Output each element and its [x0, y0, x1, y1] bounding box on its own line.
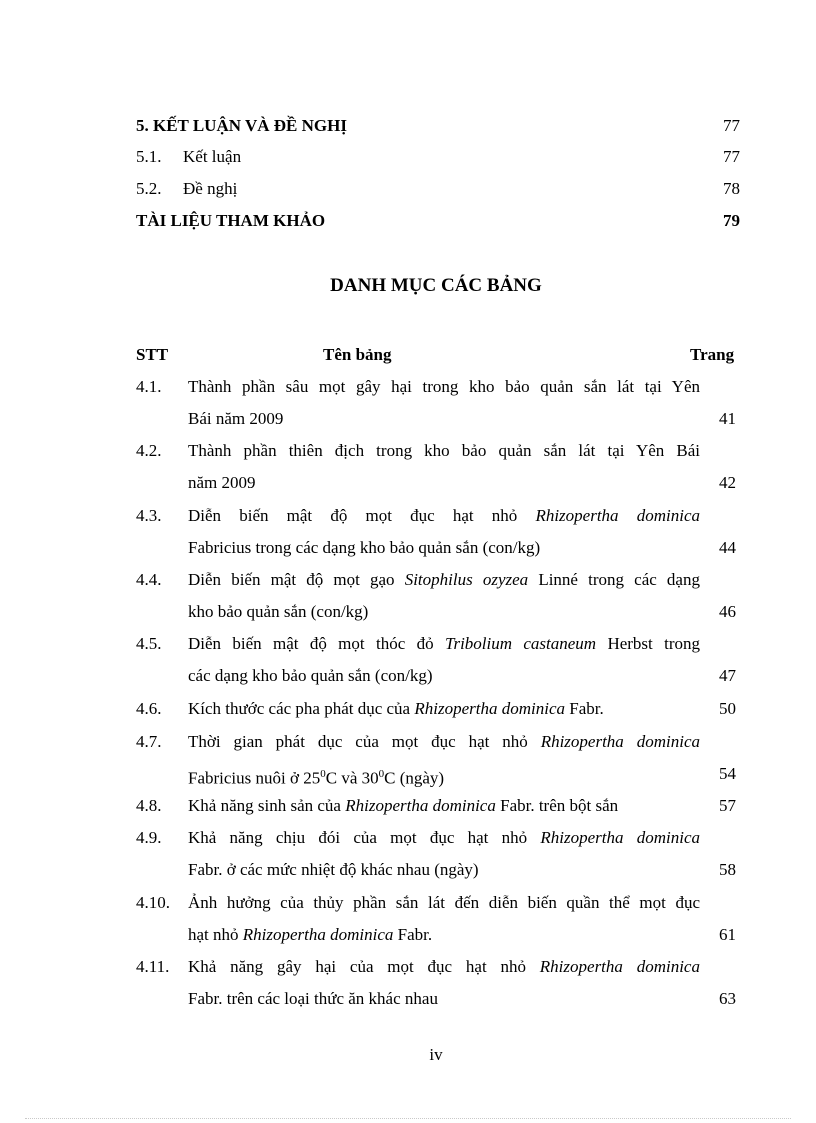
page-edge-divider	[25, 1118, 791, 1119]
toc-row-references	[136, 209, 740, 233]
entry-page: 47	[719, 666, 736, 685]
entry-number: 4.8.	[136, 796, 162, 815]
entry-title-line1: Diễn biến mật độ mọt đục hạt nhỏ Rhizopertha dominica	[188, 506, 700, 525]
entry-page: 42	[719, 473, 736, 492]
entry-page: 50	[719, 699, 736, 718]
entry-number: 4.7.	[136, 732, 162, 751]
entry-page: 54	[719, 764, 736, 783]
entry-title-line2: Fabricius trong các dạng kho bảo quản sắn (con/kg)	[188, 538, 541, 557]
toc-label: 5. KẾT LUẬN VÀ ĐỀ NGHỊ	[136, 116, 347, 135]
entry-page: 58	[719, 860, 736, 879]
entry-title-line1: Khả năng sinh sản của Rhizopertha dominica Fabr. trên bột sắn	[188, 796, 619, 815]
entry-title-line1: Thời gian phát dục của mọt đục hạt nhỏ Rhizopertha dominica	[188, 732, 700, 751]
toc-row-5-1	[136, 145, 740, 169]
entry-title-line2: Fabricius nuôi ở $25^0C$ và $30^0C$ (ngày)	[188, 768, 445, 788]
species-name: Rhizopertha dominica	[242, 925, 394, 944]
species-name: Rhizopertha dominica	[540, 732, 700, 751]
entry-number: 4.11.	[136, 957, 170, 976]
entry-number: 4.10.	[136, 893, 170, 912]
entry-title-line2: các dạng kho bảo quản sắn (con/kg)	[188, 666, 433, 685]
entry-title-line1: Ảnh hưởng của thủy phần sắn lát đến diễn biến quần thể mọt đục	[188, 893, 700, 912]
toc-page: 77	[723, 116, 740, 135]
entry-number: 4.6.	[136, 699, 162, 718]
species-name: Rhizopertha dominica	[539, 957, 700, 976]
entry-page: 41	[719, 409, 736, 428]
entry-number: 4.1.	[136, 377, 162, 396]
species-name: Sitophilus ozyzea	[404, 570, 529, 589]
header-table-name: Tên bảng	[323, 345, 392, 364]
page-number: iv	[429, 1045, 443, 1064]
entry-number: 4.5.	[136, 634, 162, 653]
entry-title-line2: hạt nhỏ Rhizopertha dominica Fabr.	[188, 925, 433, 944]
entry-title-line2: kho bảo quản sắn (con/kg)	[188, 602, 369, 621]
list-of-tables-title: DANH MỤC CÁC BẢNG	[330, 275, 542, 296]
toc-number: 5.2.	[136, 179, 162, 198]
header-stt: STT	[136, 345, 169, 364]
toc-page: 79	[723, 211, 740, 230]
toc-label: Đề nghị	[183, 179, 238, 198]
entry-title-line2: Fabr. ở các mức nhiệt độ khác nhau (ngày)	[188, 860, 479, 879]
entry-page: 44	[719, 538, 736, 557]
entry-number: 4.9.	[136, 828, 162, 847]
entry-title-line2: Bái năm 2009	[188, 409, 284, 428]
toc-page: 78	[723, 179, 740, 198]
species-name: Rhizopertha dominica	[535, 506, 700, 525]
toc-label: TÀI LIỆU THAM KHẢO	[136, 211, 326, 230]
toc-label: Kết luận	[183, 147, 242, 166]
entry-number: 4.4.	[136, 570, 162, 589]
toc-row-5-2	[136, 177, 740, 201]
entry-number: 4.2.	[136, 441, 162, 460]
entry-page: 61	[719, 925, 736, 944]
entry-title-line1: Thành phần sâu mọt gây hại trong kho bảo quản sắn lát tại Yên	[188, 377, 700, 396]
entry-page: 46	[719, 602, 736, 621]
entry-page: 63	[719, 989, 736, 1008]
toc-row-conclusion	[136, 114, 740, 138]
entry-title-line2: năm 2009	[188, 473, 256, 492]
toc-number: 5.1.	[136, 147, 162, 166]
entry-title-line1: Diễn biến mật độ mọt gạo Sitophilus ozyzea Linné trong các dạng	[188, 570, 700, 589]
entry-number: 4.3.	[136, 506, 162, 525]
entry-title-line1: Khả năng gây hại của mọt đục hạt nhỏ Rhizopertha dominica	[188, 957, 700, 976]
entry-title-line2: Fabr. trên các loại thức ăn khác nhau	[188, 989, 438, 1008]
entry-page: 57	[719, 796, 736, 815]
species-name: Rhizopertha dominica	[414, 699, 565, 718]
species-name: Rhizopertha dominica	[345, 796, 496, 815]
species-name: Rhizopertha dominica	[540, 828, 700, 847]
entry-title-line1: Khả năng chịu đói của mọt đục hạt nhỏ Rhizopertha dominica	[188, 828, 700, 847]
toc-page: 77	[723, 147, 740, 166]
species-name: Tribolium castaneum	[444, 634, 597, 653]
header-page: Trang	[690, 345, 735, 364]
entry-title-line1: Diễn biến mật độ mọt thóc đỏ Tribolium castaneum Herbst trong	[188, 634, 700, 653]
entry-title-line1: Thành phần thiên địch trong kho bảo quản sắn lát tại Yên Bái	[188, 441, 700, 460]
entry-title-line1: Kích thước các pha phát dục của Rhizopertha dominica Fabr.	[188, 699, 604, 718]
